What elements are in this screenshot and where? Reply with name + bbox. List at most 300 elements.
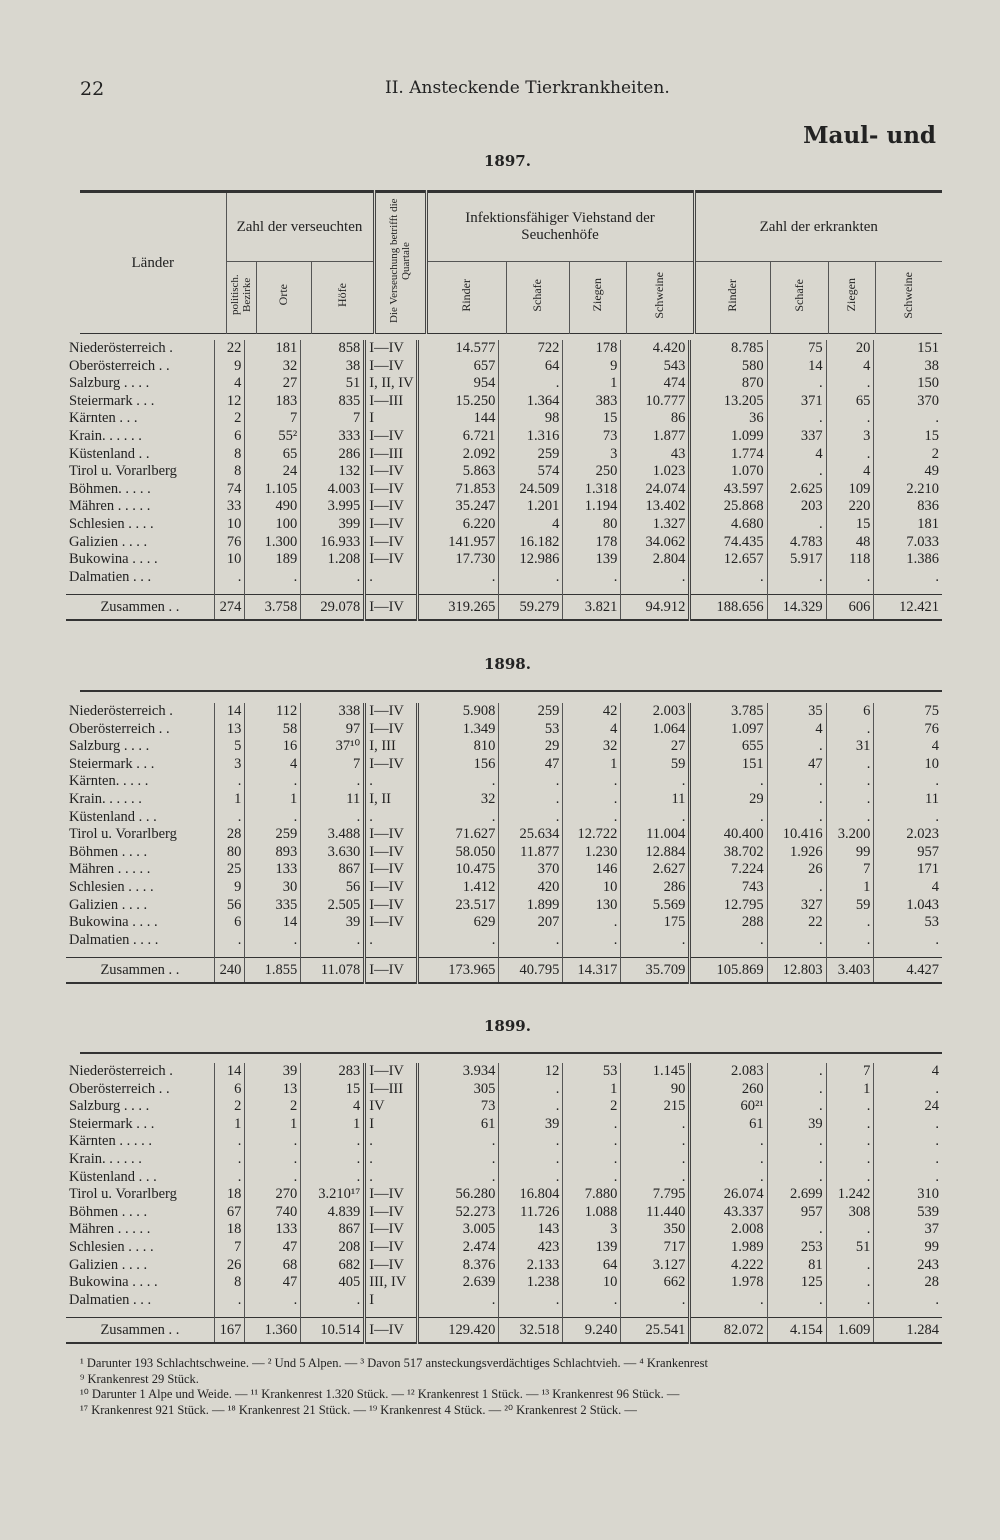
cell-land: Salzburg . . . . <box>69 738 150 755</box>
cell-bezirke: 67 <box>214 1204 244 1222</box>
cell-bezirke: 9 <box>214 879 244 897</box>
cell-inf-schafe: 59.279 <box>499 595 563 621</box>
cell-erk-schweine: 15 <box>874 428 942 446</box>
cell-inf-ziegen: . <box>563 1133 621 1151</box>
cell-quartale: I—IV <box>365 358 418 376</box>
cell-erk-schafe: 47 <box>767 756 826 774</box>
cell-inf-schweine: 1.064 <box>621 721 690 739</box>
cell-inf-schafe: . <box>499 932 563 950</box>
cell-quartale: III, IV <box>365 1274 418 1292</box>
cell-bezirke: 25 <box>214 861 244 879</box>
spacer-cell <box>499 586 563 595</box>
cell-quartale: I, II, IV <box>365 375 418 393</box>
cell-erk-schweine: 1.386 <box>874 551 942 569</box>
cell-erk-rinder: 36 <box>690 410 767 428</box>
cell-orte: . <box>245 1292 301 1310</box>
cell-erk-rinder: 870 <box>690 375 767 393</box>
cell-hoefe: 3.630 <box>301 844 365 862</box>
cell-orte: 893 <box>245 844 301 862</box>
cell-land: Bukowina . . . . <box>69 914 158 931</box>
cell-land: Tirol u. Vorarlberg <box>69 826 177 843</box>
spacer-cell <box>621 949 690 958</box>
cell-inf-schafe: . <box>499 1151 563 1169</box>
cell-inf-schafe: . <box>499 1098 563 1116</box>
cell-land: Galizien . . . . <box>69 1256 148 1273</box>
cell-land: Zusammen . . <box>66 958 214 984</box>
cell-inf-schweine: 2.627 <box>621 861 690 879</box>
year-heading-1898: 1898. <box>484 655 531 673</box>
cell-orte: 30 <box>245 879 301 897</box>
cell-erk-schweine: . <box>874 1292 942 1310</box>
cell-quartale: . <box>365 773 418 791</box>
divider <box>80 1052 942 1054</box>
cell-bezirke: 10 <box>214 551 244 569</box>
cell-inf-schweine: 662 <box>621 1274 690 1292</box>
cell-erk-ziegen: . <box>826 569 874 587</box>
cell-inf-schafe: 12 <box>499 1063 563 1081</box>
cell-hoefe: 29.078 <box>301 595 365 621</box>
cell-land: Böhmen. . . . . <box>69 480 151 497</box>
cell-hoefe: 10.514 <box>301 1318 365 1344</box>
table-row <box>66 569 942 587</box>
cell-inf-rinder: 954 <box>418 375 499 393</box>
cell-quartale: I—IV <box>365 498 418 516</box>
cell-bezirke: 8 <box>214 1274 244 1292</box>
cell-orte: 13 <box>245 1081 301 1099</box>
cell-quartale: . <box>365 569 418 587</box>
page-number: 22 <box>80 78 105 100</box>
cell-orte: 259 <box>245 826 301 844</box>
cell-erk-rinder: 743 <box>690 879 767 897</box>
cell-hoefe: 867 <box>301 861 365 879</box>
cell-quartale: . <box>365 809 418 827</box>
cell-inf-schafe: . <box>499 1169 563 1187</box>
cell-quartale: I, III <box>365 738 418 756</box>
cell-hoefe: 1.208 <box>301 551 365 569</box>
cell-erk-ziegen: . <box>826 914 874 932</box>
spacer-cell <box>301 1309 365 1318</box>
cell-erk-ziegen: . <box>826 375 874 393</box>
cell-inf-rinder: 3.005 <box>418 1221 499 1239</box>
cell-inf-schafe: 39 <box>499 1116 563 1134</box>
cell-inf-ziegen: 64 <box>563 1257 621 1275</box>
cell-quartale: I—IV <box>365 551 418 569</box>
cell-hoefe: 1 <box>301 1116 365 1134</box>
cell-erk-ziegen: . <box>826 773 874 791</box>
cell-erk-rinder: 29 <box>690 791 767 809</box>
cell-quartale: I—IV <box>365 481 418 499</box>
cell-land: Kärnten . . . <box>69 410 138 427</box>
cell-hoefe: 4.839 <box>301 1204 365 1222</box>
cell-quartale: I—III <box>365 393 418 411</box>
cell-quartale: I <box>365 1292 418 1310</box>
cell-erk-schweine: . <box>874 932 942 950</box>
cell-inf-ziegen: . <box>563 1292 621 1310</box>
cell-erk-ziegen: 3.200 <box>826 826 874 844</box>
cell-hoefe: . <box>301 1151 365 1169</box>
cell-inf-rinder: 2.474 <box>418 1239 499 1257</box>
cell-bezirke: 80 <box>214 844 244 862</box>
cell-erk-schafe: 14 <box>767 358 826 376</box>
cell-erk-schafe: 125 <box>767 1274 826 1292</box>
cell-erk-schafe: 2.699 <box>767 1186 826 1204</box>
cell-inf-rinder: 144 <box>418 410 499 428</box>
cell-inf-schafe: 11.726 <box>499 1204 563 1222</box>
cell-land: Mähren . . . . . <box>69 1221 151 1238</box>
table-row <box>66 844 942 862</box>
cell-inf-schafe: 259 <box>499 703 563 721</box>
cell-erk-schweine: 957 <box>874 844 942 862</box>
cell-inf-ziegen: 9.240 <box>563 1318 621 1344</box>
cell-quartale: I—IV <box>365 844 418 862</box>
cell-erk-rinder: 43.337 <box>690 1204 767 1222</box>
table-row <box>66 340 942 358</box>
cell-erk-ziegen: . <box>826 1274 874 1292</box>
cell-inf-rinder: 1.349 <box>418 721 499 739</box>
cell-erk-rinder: 13.205 <box>690 393 767 411</box>
cell-orte: 112 <box>245 703 301 721</box>
cell-erk-schweine: 10 <box>874 756 942 774</box>
cell-erk-schweine: . <box>874 1133 942 1151</box>
cell-erk-rinder: 12.795 <box>690 897 767 915</box>
cell-erk-schafe: . <box>767 932 826 950</box>
table-row <box>66 703 942 721</box>
cell-inf-rinder: 17.730 <box>418 551 499 569</box>
cell-hoefe: . <box>301 1169 365 1187</box>
cell-land: Küstenland . . . <box>69 808 157 825</box>
cell-inf-ziegen: 1 <box>563 1081 621 1099</box>
spacer-cell <box>66 949 214 958</box>
cell-inf-ziegen: 12.722 <box>563 826 621 844</box>
table-row <box>66 897 942 915</box>
spacer-cell <box>245 1309 301 1318</box>
cell-inf-rinder: . <box>418 1151 499 1169</box>
cell-erk-rinder: . <box>690 932 767 950</box>
cell-inf-ziegen: 1.088 <box>563 1204 621 1222</box>
cell-inf-rinder: 15.250 <box>418 393 499 411</box>
spacer-cell <box>245 949 301 958</box>
cell-erk-schweine: 75 <box>874 703 942 721</box>
cell-land: Zusammen . . <box>66 595 214 621</box>
table-row <box>66 516 942 534</box>
cell-erk-schweine: . <box>874 1151 942 1169</box>
footnote-line: ¹ Darunter 193 Schlachtschweine. — ² Und 5 Alpen. — ³ Davon 517 ansteckungsverdächtiges Schlachtvieh. — ⁴ Krankenrest <box>80 1356 708 1370</box>
cell-orte: 24 <box>245 463 301 481</box>
cell-bezirke: 28 <box>214 826 244 844</box>
cell-erk-schafe: . <box>767 738 826 756</box>
cell-inf-schafe: 25.634 <box>499 826 563 844</box>
cell-inf-schweine: 35.709 <box>621 958 690 984</box>
cell-bezirke: 167 <box>214 1318 244 1344</box>
cell-inf-schweine: . <box>621 1292 690 1310</box>
cell-orte: 65 <box>245 446 301 464</box>
cell-erk-ziegen: 109 <box>826 481 874 499</box>
cell-inf-ziegen: 14.317 <box>563 958 621 984</box>
cell-land: Bukowina . . . . <box>69 551 158 568</box>
cell-erk-schweine: 150 <box>874 375 942 393</box>
cell-land: Steiermark . . . <box>69 755 155 772</box>
spacer-row <box>66 1309 942 1318</box>
cell-inf-schweine: 286 <box>621 879 690 897</box>
cell-erk-schafe: . <box>767 1063 826 1081</box>
cell-land: Niederösterreich . <box>69 1063 173 1079</box>
cell-inf-ziegen: 383 <box>563 393 621 411</box>
cell-erk-schweine: 310 <box>874 1186 942 1204</box>
cell-land: Kärnten . . . . . <box>69 1133 152 1150</box>
cell-hoefe: 286 <box>301 446 365 464</box>
cell-erk-schafe: . <box>767 1292 826 1310</box>
table-row <box>66 358 942 376</box>
cell-erk-ziegen: 3.403 <box>826 958 874 984</box>
cell-land: Steiermark . . . <box>69 1115 155 1132</box>
cell-inf-schafe: 12.986 <box>499 551 563 569</box>
cell-land: Kärnten. . . . . <box>69 773 149 790</box>
cell-inf-ziegen: 15 <box>563 410 621 428</box>
spacer-cell <box>214 586 244 595</box>
cell-inf-rinder: 5.908 <box>418 703 499 721</box>
cell-orte: 100 <box>245 516 301 534</box>
cell-quartale: I—IV <box>365 1204 418 1222</box>
cell-hoefe: . <box>301 809 365 827</box>
cell-bezirke: 7 <box>214 1239 244 1257</box>
cell-bezirke: . <box>214 569 244 587</box>
cell-erk-rinder: 38.702 <box>690 844 767 862</box>
cell-erk-ziegen: 118 <box>826 551 874 569</box>
cell-inf-rinder: 73 <box>418 1098 499 1116</box>
cell-land: Böhmen . . . . <box>69 843 148 860</box>
cell-erk-schweine: . <box>874 773 942 791</box>
cell-land: Krain. . . . . . <box>69 1150 142 1167</box>
spacer-cell <box>874 586 942 595</box>
table-row <box>66 1221 942 1239</box>
cell-inf-rinder: 58.050 <box>418 844 499 862</box>
cell-inf-schweine: 1.327 <box>621 516 690 534</box>
spacer-cell <box>563 586 621 595</box>
running-head: II. Ansteckende Tierkrankheiten. <box>385 78 670 98</box>
cell-quartale: I—IV <box>365 897 418 915</box>
table-row <box>66 428 942 446</box>
spacer-cell <box>418 586 499 595</box>
cell-erk-ziegen: 51 <box>826 1239 874 1257</box>
cell-inf-ziegen: . <box>563 1151 621 1169</box>
spacer-cell <box>826 1309 874 1318</box>
cell-orte: 183 <box>245 393 301 411</box>
cell-hoefe: 682 <box>301 1257 365 1275</box>
cell-erk-schweine: . <box>874 1116 942 1134</box>
cell-erk-rinder: 43.597 <box>690 481 767 499</box>
header-orte: Orte <box>256 262 311 334</box>
cell-orte: . <box>245 773 301 791</box>
footnote-line: ¹⁰ Darunter 1 Alpe und Weide. — ¹¹ Krankenrest 1.320 Stück. — ¹² Krankenrest 1 Stück. — ¹³ Krankenrest 96 Stück. — <box>80 1387 680 1401</box>
cell-orte: 55² <box>245 428 301 446</box>
spacer-cell <box>767 1309 826 1318</box>
header-erkrankten: Zahl der erkrankten <box>694 192 942 262</box>
cell-land: Oberösterreich . . <box>69 357 170 374</box>
year-heading-1899: 1899. <box>484 1017 531 1035</box>
cell-inf-schweine: . <box>621 932 690 950</box>
cell-orte: . <box>245 1133 301 1151</box>
cell-quartale: I, II <box>365 791 418 809</box>
spacer-cell <box>690 586 767 595</box>
cell-land: Mähren . . . . . <box>69 861 151 878</box>
cell-inf-schweine: 25.541 <box>621 1318 690 1344</box>
cell-quartale: I—IV <box>365 1239 418 1257</box>
table-row <box>66 932 942 950</box>
table-row <box>66 1292 942 1310</box>
cell-inf-schafe: 40.795 <box>499 958 563 984</box>
cell-inf-ziegen: 139 <box>563 551 621 569</box>
cell-erk-schweine: 99 <box>874 1239 942 1257</box>
spacer-cell <box>563 949 621 958</box>
cell-inf-schweine: 474 <box>621 375 690 393</box>
cell-orte: 1.105 <box>245 481 301 499</box>
cell-hoefe: 208 <box>301 1239 365 1257</box>
header-erk-ziegen: Ziegen <box>828 262 875 334</box>
cell-erk-ziegen: . <box>826 1221 874 1239</box>
cell-erk-schweine: 1.284 <box>874 1318 942 1344</box>
cell-hoefe: 399 <box>301 516 365 534</box>
cell-erk-schafe: 26 <box>767 861 826 879</box>
spacer-cell <box>563 1309 621 1318</box>
cell-hoefe: . <box>301 1292 365 1310</box>
cell-hoefe: 38 <box>301 358 365 376</box>
cell-erk-rinder: 151 <box>690 756 767 774</box>
cell-quartale: I <box>365 410 418 428</box>
cell-land: Schlesien . . . . <box>69 878 154 895</box>
cell-inf-schafe: 24.509 <box>499 481 563 499</box>
cell-erk-schweine: 4 <box>874 738 942 756</box>
cell-inf-schafe: 370 <box>499 861 563 879</box>
cell-quartale: I—III <box>365 446 418 464</box>
cell-quartale: I—IV <box>365 1257 418 1275</box>
cell-hoefe: 3.488 <box>301 826 365 844</box>
header-zahl-verseuchten: Zahl der verseuchten <box>226 192 374 262</box>
cell-orte: 1 <box>245 1116 301 1134</box>
cell-inf-schafe: 98 <box>499 410 563 428</box>
cell-hoefe: 283 <box>301 1063 365 1081</box>
cell-erk-schweine: 2 <box>874 446 942 464</box>
table-row <box>66 1116 942 1134</box>
cell-quartale: I—IV <box>365 1186 418 1204</box>
table-row <box>66 738 942 756</box>
cell-hoefe: 16.933 <box>301 534 365 552</box>
cell-erk-schafe: 39 <box>767 1116 826 1134</box>
cell-quartale: . <box>365 1133 418 1151</box>
cell-erk-rinder: 1.070 <box>690 463 767 481</box>
cell-inf-ziegen: 250 <box>563 463 621 481</box>
cell-erk-schweine: 151 <box>874 340 942 358</box>
cell-inf-schafe: 420 <box>499 879 563 897</box>
cell-erk-schafe: 35 <box>767 703 826 721</box>
year-heading-1897: 1897. <box>484 152 531 170</box>
cell-erk-rinder: 2.083 <box>690 1063 767 1081</box>
cell-inf-schweine: 543 <box>621 358 690 376</box>
cell-inf-ziegen: 42 <box>563 703 621 721</box>
cell-bezirke: 3 <box>214 756 244 774</box>
header-erk-schafe: Schafe <box>770 262 828 334</box>
cell-erk-schweine: 836 <box>874 498 942 516</box>
cell-land: Bukowina . . . . <box>69 1274 158 1291</box>
cell-erk-rinder: . <box>690 1133 767 1151</box>
cell-inf-schweine: 27 <box>621 738 690 756</box>
cell-orte: 270 <box>245 1186 301 1204</box>
cell-bezirke: 18 <box>214 1221 244 1239</box>
cell-hoefe: 4.003 <box>301 481 365 499</box>
cell-erk-schafe: . <box>767 773 826 791</box>
cell-inf-schafe: 16.804 <box>499 1186 563 1204</box>
cell-inf-schafe: 1.201 <box>499 498 563 516</box>
cell-land: Schlesien . . . . <box>69 515 154 532</box>
cell-inf-rinder: 3.934 <box>418 1063 499 1081</box>
cell-erk-schweine: 53 <box>874 914 942 932</box>
cell-hoefe: 4 <box>301 1098 365 1116</box>
spacer-cell <box>621 586 690 595</box>
cell-erk-rinder: 260 <box>690 1081 767 1099</box>
cell-erk-ziegen: 1 <box>826 879 874 897</box>
cell-inf-schafe: 143 <box>499 1221 563 1239</box>
cell-hoefe: 37¹⁰ <box>301 738 365 756</box>
cell-orte: 68 <box>245 1257 301 1275</box>
cell-erk-ziegen: 4 <box>826 358 874 376</box>
cell-quartale: I—IV <box>365 826 418 844</box>
spacer-cell <box>826 586 874 595</box>
table-row <box>66 393 942 411</box>
cell-erk-schafe: . <box>767 1133 826 1151</box>
footnote-line: ¹⁷ Krankenrest 921 Stück. — ¹⁸ Krankenrest 21 Stück. — ¹⁹ Krankenrest 4 Stück. — ²⁰ Krankenrest 2 Stück. — <box>80 1402 637 1417</box>
cell-erk-rinder: 1.097 <box>690 721 767 739</box>
cell-erk-rinder: 12.657 <box>690 551 767 569</box>
cell-erk-schweine: . <box>874 809 942 827</box>
cell-inf-ziegen: 3 <box>563 1221 621 1239</box>
cell-orte: 39 <box>245 1063 301 1081</box>
cell-erk-ziegen: . <box>826 1116 874 1134</box>
cell-erk-rinder: . <box>690 1292 767 1310</box>
cell-erk-rinder: 1.099 <box>690 428 767 446</box>
cell-bezirke: . <box>214 1133 244 1151</box>
section-title: Maul- und <box>803 122 936 149</box>
spacer-cell <box>301 586 365 595</box>
cell-inf-ziegen: 9 <box>563 358 621 376</box>
cell-land: Böhmen . . . . <box>69 1203 148 1220</box>
cell-inf-ziegen: 3.821 <box>563 595 621 621</box>
cell-land: Krain. . . . . . <box>69 790 142 807</box>
cell-quartale: I—IV <box>365 721 418 739</box>
cell-erk-schafe: . <box>767 791 826 809</box>
table-row <box>66 446 942 464</box>
cell-erk-schweine: 28 <box>874 1274 942 1292</box>
cell-erk-schafe: 327 <box>767 897 826 915</box>
cell-quartale: I <box>365 1116 418 1134</box>
cell-quartale: . <box>365 1169 418 1187</box>
cell-erk-rinder: 74.435 <box>690 534 767 552</box>
cell-inf-schafe: 1.316 <box>499 428 563 446</box>
cell-inf-schweine: 12.884 <box>621 844 690 862</box>
spacer-cell <box>214 1309 244 1318</box>
table-row <box>66 410 942 428</box>
spacer-cell <box>365 949 418 958</box>
cell-inf-schafe: . <box>499 1133 563 1151</box>
cell-orte: 1 <box>245 791 301 809</box>
cell-inf-ziegen: . <box>563 569 621 587</box>
cell-erk-rinder: . <box>690 569 767 587</box>
cell-erk-ziegen: 7 <box>826 1063 874 1081</box>
table-row <box>66 1274 942 1292</box>
cell-inf-rinder: 173.965 <box>418 958 499 984</box>
cell-erk-ziegen: 65 <box>826 393 874 411</box>
spacer-cell <box>767 949 826 958</box>
cell-erk-schweine: . <box>874 1169 942 1187</box>
table-row <box>66 756 942 774</box>
